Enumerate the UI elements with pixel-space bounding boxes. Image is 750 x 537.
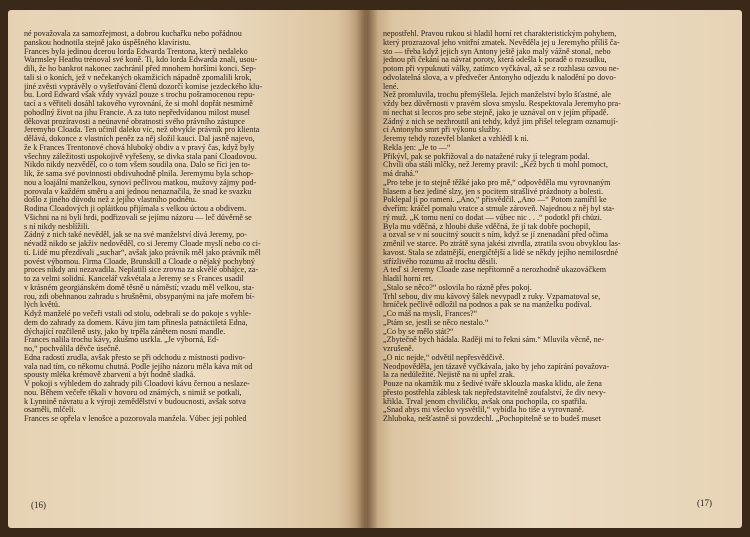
text-line: hladil horní ret. bbox=[383, 275, 434, 283]
text-line: lých květů. bbox=[24, 301, 60, 310]
text-line: Řekla jen: „Je to —“ bbox=[383, 143, 451, 152]
text-line: pohodlný život na jihu Francie. A za tuto nepředvídanou milost musel bbox=[24, 108, 250, 117]
text-line: střízlivého rozumu až trochu děsili. bbox=[383, 257, 498, 266]
text-line: hrníček pečlivě odložil na podnos a pak se na manželku podíval. bbox=[383, 301, 592, 310]
text-line: děkovat prozíravosti a neúnavné obratnosti svého právního zástupce bbox=[24, 117, 245, 126]
text-line: osaměli, mlčeli. bbox=[24, 406, 76, 415]
text-line: Zhluboka, nešťastně si povzdechl. „Pochopitelně se to budeš muset bbox=[383, 415, 601, 423]
text-line: dělává, dokonce z vlastních peněz za něj složil kauci. Dal jasně najevo, bbox=[24, 135, 255, 143]
text-line: „Stalo se něco?“ oslovila ho rázně přes pokoj. bbox=[383, 283, 532, 292]
text-line: který prozrazoval jeho vnitřní zmatek. Nevěděla jej u Jeremyho příliš ča- bbox=[383, 38, 620, 47]
text-line: panskou hodnotila stejně jako úspěšného klavíristu. bbox=[24, 38, 191, 47]
text-line: Warmsley Heathu trénoval své koně. Ti, kdo lorda Edwarda znali, usou- bbox=[24, 56, 258, 65]
text-line: Byla mu vděčná, z hloubi duše vděčná, že jí tak dobře pochopil, bbox=[383, 222, 591, 231]
text-line: a ozval se v ní soucitný soucit s ním, když se jí znenadání před očima bbox=[383, 231, 608, 240]
text-line: povést výbornou. Firma Cloade, Brunskill a Cloade o nějaký pochybný bbox=[24, 257, 255, 266]
text-line: má drahá.“ bbox=[383, 170, 419, 178]
text-line: ní nechat si leccos pro sebe stejně, jako je uznával on v jejím případě. bbox=[383, 108, 609, 117]
text-line: Chvíli oba stáli mlčky, než Jeremy pravil: „Kéž bych ti mohl pomoct, bbox=[383, 161, 608, 170]
text-line: nou. Během večeře těkali v hovoru od známých, s nimiž se potkali, bbox=[24, 388, 242, 397]
text-line: dem do zahrady za domem. Kávu jim tam přinesla patnáctiletá Edna, bbox=[24, 318, 248, 327]
text-line: bu. Lord Edward však vždy vyvázl pouze s trochu pošramocenou repu- bbox=[24, 91, 255, 100]
text-line: cí Antonyho smrt při výkonu služby. bbox=[383, 126, 502, 135]
left-page-number: (16) bbox=[31, 500, 46, 510]
text-line: to za velmi solidní. Kancelář vzkvétala a Jeremy se s Frances usadil bbox=[24, 275, 244, 283]
text-line: „Snad abys mi všecko vysvětlil,“ vybídla ho tiše a vyrovnaně. bbox=[383, 406, 584, 415]
text-line: Rodina Cloadových ji opláitkou přijímala s velkou úctou a obdivem. bbox=[24, 205, 247, 213]
text-line: vala nad tím, co někomu chutná. Podle jejího názoru měla káva mít od bbox=[24, 362, 253, 371]
text-line: Poklepal jí po rameni. „Ano,“ přisvědčil. „Ano —“ Potom zamířil ke bbox=[383, 196, 607, 205]
text-line: sto — třeba když jejich syn Antony ještě jako malý vážně stonal, nebo bbox=[383, 47, 611, 56]
text-line: odvolatelná slova, a v předvečer Antonyho odjezdu k nalodění po dovo- bbox=[383, 73, 617, 82]
text-line: „O nic nejde,“ odvětil nepřesvědčivě. bbox=[383, 353, 505, 362]
text-line: jiné zvěsti vyprávěly o vyšetřování členů dozorčí komise jezdeckého klu- bbox=[24, 82, 263, 91]
text-line: dili, že ho bankrot nakonec zachránil před mnohem horšími konci. Sep- bbox=[24, 65, 256, 73]
text-line: vždy bez důvěrnosti v pravém slova smyslu. Respektovala Jeremyho pra- bbox=[383, 100, 621, 108]
text-line: tali si o koních, jež v nečekaných okamžicích nápadně zpomalili krok, bbox=[24, 73, 252, 82]
text-line: tí. Lidé mu přezdívali „suchar“, avšak jako právník měl jako právník měl bbox=[24, 248, 261, 257]
text-line: Přikývl, pak se pokřižoval a do natažené ruky jí telegram podal. bbox=[383, 152, 590, 161]
text-line: změnil ve starce. Po ztrátě syna jakési ztvrdla, ztratila svou obvyklou las- bbox=[383, 240, 621, 248]
right-page-number: (17) bbox=[697, 498, 712, 508]
text-line: že k Frances Trentonové chová hluboký obdiv a v pravý čas, když byly bbox=[24, 143, 255, 152]
text-line: „Co máš na mysli, Frances?“ bbox=[383, 310, 478, 318]
text-line: Edna radostí zrudla, avšak přesto se při odchodu z místnosti podivo- bbox=[24, 353, 246, 362]
text-line: kavost. Stala se zdatnější, energičtější a lidé se někdy jejího nemilosrdné bbox=[383, 248, 618, 257]
text-line: s ní nikdy nesblížili. bbox=[24, 222, 90, 231]
text-line: Jeremy tehdy rozevřel blanket a vzhlédl k ní. bbox=[383, 135, 529, 143]
text-line: rý muž. „K tomu není co dodat — vůbec nic . . .“ podotkl při chůzi. bbox=[383, 213, 602, 222]
text-line: no,“ pochválila děvče úsečně. bbox=[24, 345, 121, 353]
text-line: Žádný z nich také nevěděl, jak se na své manželství dívá Jeremy, po- bbox=[24, 231, 247, 240]
text-line: la za nedůležité. Nejistě na ni upřel zrak. bbox=[383, 371, 515, 380]
book-gutter bbox=[356, 10, 378, 528]
text-line: Nikdo nikdy nezvěděl, co o tom všem soudila ona. Dalo se říci jen to- bbox=[24, 161, 251, 170]
text-line: k Lynnině návratu a k výroji zemědělství v budoucnosti, avšak sotva bbox=[24, 397, 246, 406]
text-line: „Ptám se, jestli se něco nestalo.“ bbox=[383, 318, 489, 327]
text-line: došlo z jiného důvodu než z jejího vlastního podnětu. bbox=[24, 196, 197, 205]
left-page bbox=[8, 10, 366, 528]
text-line: porovala v každém směru a ani jednou nenaznačila, že snad ke svazku bbox=[24, 187, 252, 196]
left-page-text bbox=[24, 30, 345, 424]
text-line: jednou při čekání na návrat poroty, která odešla k poradě o rozsudku, bbox=[383, 56, 607, 65]
text-line: vzrušeně. bbox=[383, 345, 414, 353]
text-line: „Co by se mělo stát?“ bbox=[383, 327, 454, 336]
text-line: nepostřehl. Pravou rukou si hladil horní ret charakteristickým pohybem, bbox=[383, 30, 617, 38]
text-line: spousty mléka krémově zbarvení a být hodně sladká. bbox=[24, 371, 196, 380]
text-line: Neodpověděla, jen tázavě vyčkávala, jako by jeho zapírání považova- bbox=[383, 362, 610, 371]
text-line: proces nikdy ani nezavadila. Neplatili sice zrovna za skvělé obhájce, za- bbox=[24, 266, 259, 275]
text-line: v krásném georgiánském domě těsně u náměstí; vzadu měl velkou, sta- bbox=[24, 283, 255, 292]
text-line: Jeremyho Cloada. Ten učinil daleko víc, než obvykle právník pro klienta bbox=[24, 126, 260, 135]
text-line: přesto postřehla záblesk tak nepředstavitelně zoufalství, že div nevy- bbox=[383, 388, 606, 397]
text-line: Frances nalila trochu kávy, zkušmo usrkla. „Je výborná, Ed- bbox=[24, 336, 219, 345]
text-line: dveřím: kráčel pomalu vratce a strnule zároveň. Najednou z něj byl sta- bbox=[383, 205, 615, 213]
text-line: nou a loajální manželkou, synovi pečlivou matkou, mužovy zájmy pod- bbox=[24, 178, 257, 187]
text-line: Než promluvila, trochu přemýšlela. Jejich manželství bylo šťastné, ale bbox=[383, 91, 611, 100]
text-line: Pouze na okamžik mu z šedivé tváře sklouzla maska klidu, ale žena bbox=[383, 380, 602, 388]
text-line: dýchající rozčileně usty, jako by trpěla zánětem nosní mandle. bbox=[24, 327, 226, 336]
text-line: Frances se opřela v lenošce a pozorovala manžela. Vůbec její pohled bbox=[24, 415, 247, 423]
text-line: „Zbytečně bych hádala. Raději mi to řekni sám.“ Mluvila věcně, ne- bbox=[383, 336, 604, 345]
text-line: V pokoji s výhledem do zahrady pili Cloadovi kávu černou a neslaze- bbox=[24, 380, 250, 388]
text-line: lik, že sama své povinnosti obdivuhodně plnila. Jeremymu byla schop- bbox=[24, 170, 254, 178]
right-page-text bbox=[383, 30, 723, 424]
text-line: rou, zdi obehnanou zahradu s hrušněmi, obsypanými na jaře mořem bí- bbox=[24, 292, 255, 301]
text-line: Žádný z nich se nezhroutil ani tehdy, když jim přišel telegram oznamují- bbox=[383, 117, 619, 126]
text-line: névadž nikdo se jakživ nedověděl, co si Jeremy Cloade myslí nebo co ci- bbox=[24, 240, 261, 248]
text-line: lené. bbox=[383, 82, 399, 91]
text-line: křikla. Trval jenom chviličku, avšak ona pochopila, co spatřila. bbox=[383, 397, 588, 406]
right-page bbox=[366, 10, 742, 528]
text-line: Když manželé po večeři vstali od stolu, odebrali se do pokoje s vyhle- bbox=[24, 310, 252, 318]
text-line: „Pro tebe je to stejně těžké jako pro mě,“ odpověděla mu vyrovnaným bbox=[383, 178, 611, 187]
text-line: potom při vypuknutí války, zatímco vyčkával, až se z rozhlasu ozvou ne- bbox=[383, 65, 620, 73]
text-line: hlasem a bez jediné slzy, jen s pocitem strašlivé prázdnoty a bolesti. bbox=[383, 187, 603, 196]
text-line: Frances byla jedinou dcerou lorda Edwarda Trentona, který nedaleko bbox=[24, 47, 248, 56]
text-line: všechny záležitosti uspokojivě vyřešeny, se divka stala paní Cloadovou. bbox=[24, 152, 257, 161]
text-line: Trhl sebou, div mu kávový šálek nevypadl z ruky. Vzpamatoval se, bbox=[383, 292, 601, 301]
text-line: né považovala za samozřejmost, a dobrou kuchařku nebo pořádnou bbox=[24, 30, 242, 38]
text-line: tací a s věřiteli dosáhl takového vyrovnání, že si mohl dopřát nesmírně bbox=[24, 100, 253, 108]
text-line: A teď si Jeremy Cloade zase nepřítomně a nerozhodně ukazováčkem bbox=[383, 266, 607, 275]
text-line: Všichni na ni byli hrdi, podřizovali se jejímu názoru — leč důvěrně se bbox=[24, 213, 252, 222]
